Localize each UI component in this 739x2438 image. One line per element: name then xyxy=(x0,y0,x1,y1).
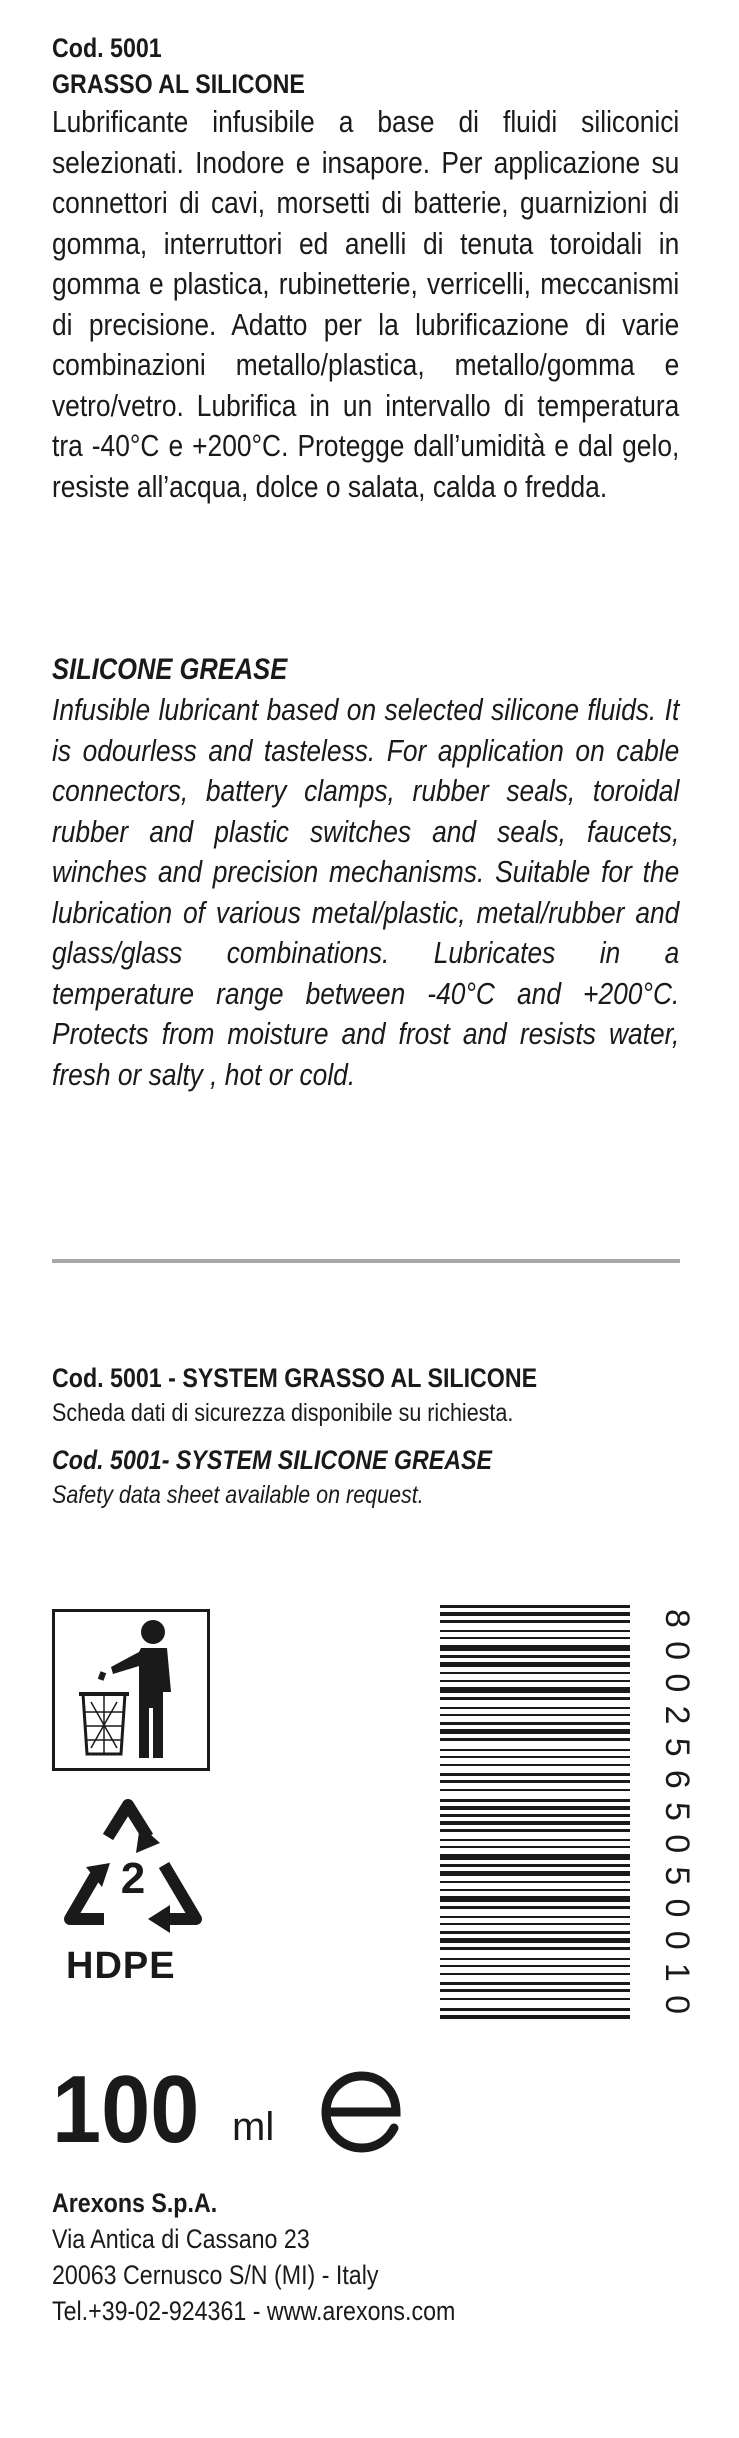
barcode-bar xyxy=(440,1773,630,1776)
quantity-unit: ml xyxy=(232,2105,275,2149)
barcode-bar xyxy=(440,1655,630,1658)
english-section xyxy=(52,650,680,1095)
barcode-digits: 8002565050010 xyxy=(658,1609,696,2014)
barcode-bar xyxy=(440,1829,630,1832)
barcode-bar xyxy=(440,1605,630,1608)
barcode-bar xyxy=(440,1896,630,1902)
barcode-bar xyxy=(440,1982,630,1985)
barcode-bar xyxy=(440,1729,630,1734)
barcode-bar xyxy=(440,1998,630,2000)
italian-description: Lubrificante infusibile a base di fluidi siliconici selezionati. Inodore e insapore. Per applicazione su connettori di cavi, morsetti di batterie, guarnizioni di gomma, interruttori ed anelli di tenuta toroidali in gomma e plastica, rubinetterie, verricelli, meccanismi di precisione. Adatto per la lubrificazione di varie combinazioni metallo/plastica, metallo/gomma e vetro/vetro. Lubrifica in un intervallo di temperatura tra -40°C e +200°C. Protegge dall’umidità e dal gelo, resiste all’acqua, dolce o salata, calda o fredda. xyxy=(52,104,680,504)
italian-title: GRASSO AL SILICONE xyxy=(52,69,305,99)
barcode-bar xyxy=(440,1687,630,1693)
material-label: HDPE xyxy=(66,1945,176,1987)
company-contact: Tel.+39-02-924361 - www.arexons.com xyxy=(52,2296,456,2326)
barcode-bar xyxy=(440,1662,630,1667)
barcode-bar xyxy=(440,1989,630,1992)
waste-bin-person-icon xyxy=(52,1609,210,1771)
barcode-bar xyxy=(440,1854,630,1860)
barcode-bar xyxy=(440,1764,630,1766)
barcode-bar xyxy=(440,1864,630,1867)
sds-section xyxy=(52,1360,680,1512)
barcode-bar xyxy=(440,1714,630,1716)
barcode-bar xyxy=(440,1938,630,1943)
recycle-code: 2 xyxy=(120,1854,146,1903)
sds-english-text: Safety data sheet available on request. xyxy=(52,1481,424,1509)
company-address-2: 20063 Cernusco S/N (MI) - Italy xyxy=(52,2260,379,2290)
barcode-bar xyxy=(440,1799,630,1802)
barcode-bar xyxy=(440,1871,630,1876)
barcode-bar xyxy=(440,1789,630,1791)
barcode-bar xyxy=(440,2015,630,2019)
sds-english-title: Cod. 5001- SYSTEM SILICONE GREASE xyxy=(52,1445,492,1475)
barcode-bar xyxy=(440,1722,630,1725)
italian-section xyxy=(52,30,680,507)
english-title: SILICONE GREASE xyxy=(52,653,288,686)
barcode-bar xyxy=(440,1814,630,1817)
estimated-e-mark-icon xyxy=(318,2066,408,2156)
barcode-bar xyxy=(440,1839,630,1841)
barcode-bar xyxy=(440,1680,630,1682)
barcode-bar xyxy=(440,1806,630,1810)
barcode-bar xyxy=(440,1889,630,1891)
barcode-bar xyxy=(440,1965,630,1967)
barcode-bar xyxy=(440,1906,630,1909)
barcode-bar xyxy=(440,1672,630,1674)
barcode-bar xyxy=(440,1780,630,1783)
barcode-bar xyxy=(440,1612,630,1616)
barcode-bar xyxy=(440,1958,630,1960)
barcode-bar xyxy=(440,1738,630,1741)
barcode-bar xyxy=(440,1756,630,1758)
company-info xyxy=(52,2185,521,2329)
section-divider xyxy=(52,1259,680,1263)
barcode-bar xyxy=(440,1947,630,1950)
barcode-bar xyxy=(440,1697,630,1700)
barcode-bar xyxy=(440,1707,630,1709)
barcode-bar xyxy=(440,1923,630,1925)
barcode-bar xyxy=(440,1620,630,1623)
barcode-bar xyxy=(440,1973,630,1975)
barcode-bar xyxy=(440,1846,630,1848)
sds-italian-title: Cod. 5001 - SYSTEM GRASSO AL SILICONE xyxy=(52,1363,538,1393)
barcode-bar xyxy=(440,1916,630,1918)
barcode-bar xyxy=(440,1749,630,1751)
barcode xyxy=(440,1605,696,2025)
product-code: Cod. 5001 xyxy=(52,33,162,63)
recycle-triangle-icon xyxy=(52,1795,214,1953)
english-description: Infusible lubricant based on selected silicone fluids. It is odourless and tasteless. For application on cable connectors, battery clamps, rubber seals, toroidal rubber and plastic switches and seals, faucets, winches and precision mechanisms. Suitable for the lubrication of various metal/plastic, metal/rubber and glass/glass combinations. Lubricates in a temperature range between -40°C and +200°C. Protects from moisture and frost and resists water, fresh or salty , hot or cold. xyxy=(52,692,680,1092)
barcode-bar xyxy=(440,1645,630,1651)
barcode-bar xyxy=(440,2008,630,2011)
barcode-bar xyxy=(440,1931,630,1934)
barcode-bar xyxy=(440,1637,630,1639)
quantity-value: 100 xyxy=(52,2056,200,2163)
company-name: Arexons S.p.A. xyxy=(52,2188,218,2218)
company-address-1: Via Antica di Cassano 23 xyxy=(52,2224,310,2254)
sds-italian-text: Scheda dati di sicurezza disponibile su richiesta. xyxy=(52,1399,514,1427)
barcode-bar xyxy=(440,1821,630,1825)
barcode-bar xyxy=(440,1881,630,1883)
barcode-bar xyxy=(440,1630,630,1632)
